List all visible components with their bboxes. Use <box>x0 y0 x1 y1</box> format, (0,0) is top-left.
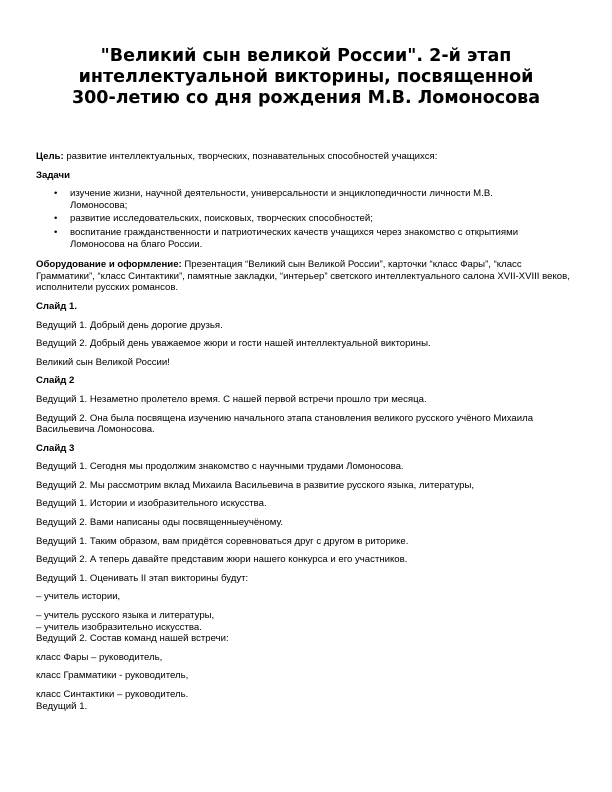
bullet-icon: • <box>54 188 58 200</box>
jury-line: – учитель изобразительно искусства. <box>36 621 202 633</box>
dialogue-line: Ведущий 2. Она была посвящена изучению начального этапа становления великого русского учёного Михаила Васильевича Ломоносова. <box>36 412 534 436</box>
dialogue-line: Великий сын Великой России! <box>36 356 170 368</box>
equipment-label: Оборудование и оформление: <box>36 259 182 271</box>
dialogue-line: Ведущий 1. Таким образом, вам придётся соревноваться друг с другом в риторике. <box>36 535 409 547</box>
team-line: класс Фары – руководитель, <box>36 651 163 663</box>
jury-line: – учитель русского языка и литературы, <box>36 610 215 622</box>
dialogue-line: Ведущий 2. Состав команд нашей встречи: <box>36 633 229 645</box>
team-line: класс Синтактики – руководитель. <box>36 689 189 700</box>
list-item: • изучение жизни, научной деятельности, универсальности и энциклопедичности личности М.В. Ломоносова; <box>54 188 493 211</box>
document-title: "Великий сын великой России". 2-й этап интеллектуальной викторины, посвященной 300-летию со дня рождения М.В. Ломоносова <box>71 46 541 108</box>
goal-paragraph <box>36 151 576 163</box>
tasks-heading: Задачи <box>36 169 70 181</box>
bullet-icon: • <box>54 226 58 238</box>
dialogue-line: Ведущий 2. Добрый день уважаемое жюри и гости нашей интеллектуальной викторины. <box>36 338 431 350</box>
bullet-icon: • <box>54 213 58 225</box>
team-line: класс Грамматики - руководитель, <box>36 670 189 682</box>
dialogue-line: Ведущий 1. Незаметно пролетело время. С нашей первой встречи прошло три месяца. <box>36 393 427 405</box>
goal-label: Цель: <box>36 151 64 162</box>
slide1-heading: Слайд 1. <box>36 300 78 312</box>
dialogue-line: Ведущий 2. Вами написаны оды посвященныеучёному. <box>36 517 284 529</box>
tasks-list <box>36 188 576 250</box>
dialogue-line: Ведущий 1. Добрый день дорогие друзья. <box>36 319 223 331</box>
list-item: • воспитание гражданственности и патриотических качеств учащихся через знакомство с открытиями Ломоносова на благо России. <box>54 226 519 250</box>
dialogue-line: Ведущий 2. Мы рассмотрим вклад Михаила Васильевича в развитие русского языка, литературы, <box>36 479 475 491</box>
list-item: • развитие исследовательских, поисковых, творческих способностей; <box>54 213 373 225</box>
equipment-text: Презентация “Великий сын Великой России”, карточки “класс Фары”, “класс Грамматики”, “класс Синтактики”, памятные закладки, “интерьер” светского интеллектуального салона XVII-XVIII веков, исполнители русских романсов. <box>36 259 570 294</box>
dialogue-line: – учитель истории, <box>36 591 121 603</box>
dialogue-line: Ведущий 1. Оценивать II этап викторины будут: <box>36 572 249 584</box>
equipment-paragraph <box>36 259 576 294</box>
goal-text: развитие интеллектуальных, творческих, познавательных способностей учащихся: <box>63 151 438 162</box>
dialogue-line: Ведущий 1. Истории и изобразительного искусства. <box>36 498 267 510</box>
document-body <box>36 151 576 712</box>
dialogue-line: Ведущий 1. Сегодня мы продолжим знакомство с научными трудами Ломоносова. <box>36 461 404 473</box>
slide2-heading: Слайд 2 <box>36 375 75 387</box>
dialogue-line: Ведущий 1. <box>36 700 88 712</box>
slide3-heading: Слайд 3 <box>36 442 75 454</box>
dialogue-line: Ведущий 2. А теперь давайте представим жюри нашего конкурса и его участников. <box>36 554 408 566</box>
